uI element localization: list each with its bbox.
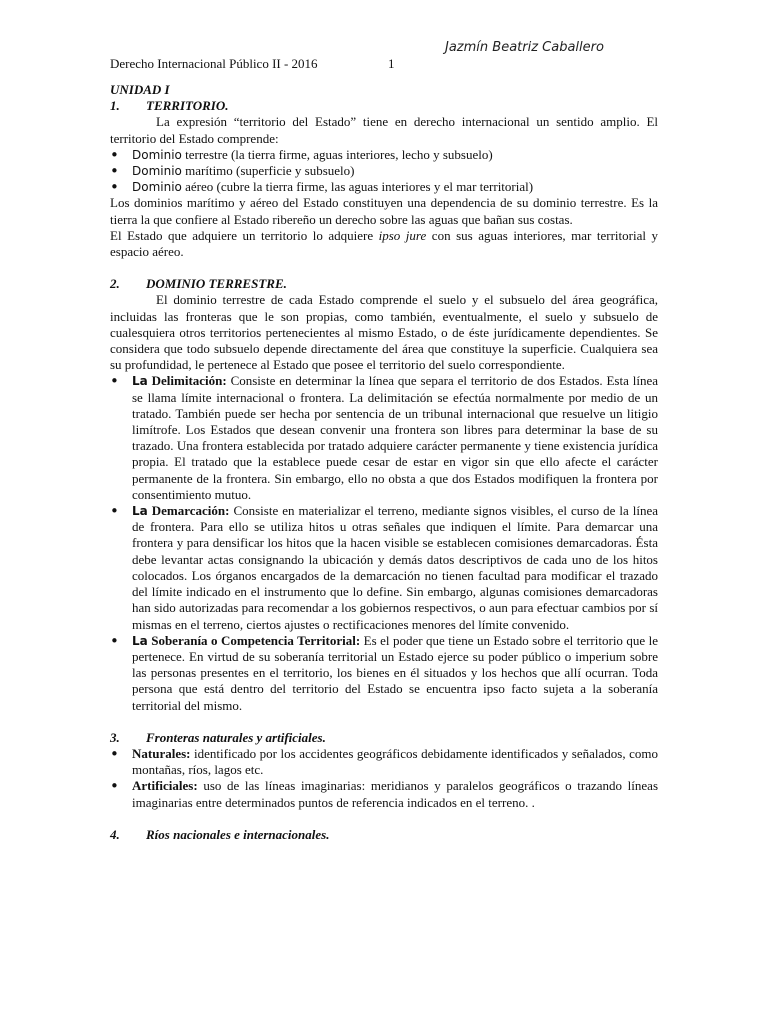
course-title: Derecho Internacional Público II - 2016 xyxy=(110,56,318,71)
item-text: identificado por los accidentes geográficos debidamente identificados y señalados, como montañas, ríos, lagos etc. xyxy=(132,745,658,778)
document-header xyxy=(110,56,658,72)
text-run-italic: ipso jure xyxy=(378,227,427,243)
section-heading-2 xyxy=(110,276,658,292)
section-heading-1 xyxy=(110,98,658,114)
item-text: uso de las líneas imaginarias: meridianos y paralelos geográficos o trazando líneas imaginarias entre determinados puntos de referencia indicados en el terreno. . xyxy=(132,778,658,810)
item-lead: Dominio xyxy=(132,164,182,179)
list-item xyxy=(110,503,658,633)
unit-title: UNIDAD I xyxy=(110,82,170,97)
item-text: Consiste en determinar la línea que separa el territorio de dos Estados. Esta línea se llama límite internacional o frontera. La delimitación se efectúa normalmente por medio de un tratado. También puede ser hecha por sentencia de un tribunal internacional que resuelve un litigio limítrofe. Los Estados que desean convenir una frontera son libres para determinar la base de su trazado. Una frontera establecida por tratado adquiere carácter permanente y tiene existencia jurídica propia. El tratado que la establece puede cesar de estar en vigor sin que ello afecte el carácter permanente de la frontera. Sin embargo, ello no obsta a que dos Estados modifiquen la frontera por consentimiento mutuo. xyxy=(132,373,659,502)
section-number: 3. xyxy=(110,729,120,745)
document-body xyxy=(110,82,658,843)
item-term: Artificiales: xyxy=(132,778,198,794)
item-text: aéreo (cubre la tierra firme, las aguas interiores y el mar territorial) xyxy=(181,179,534,195)
item-term: Naturales: xyxy=(132,745,191,761)
section-title: Ríos nacionales e internacionales. xyxy=(146,826,330,842)
section-heading-4 xyxy=(110,827,658,843)
item-text: Consiste en materializar el terreno, mediante signos visibles, el curso de la línea de frontera. Para ello se utiliza hitos u otras señales que indiquen el límite. Para demarcar una frontera y para densificar los hitos que la hacen visible se establecen comisiones demarcadoras. Ésta debe levantar actas consignando la ubicación y demás datos descriptivos de cada uno de los hitos colocados. Los órganos encargados de la demarcación no tienen facultad para modificar el trazado del límite indicado en el instrumento que lo define. Sin embargo, algunas comisiones demarcadoras han sido autorizadas para recomendar a los gobiernos respectivos, o aun para efectuar cambios por sí mismas en el terreno, ciertos ajustes o rectificaciones menores del límite convenido. xyxy=(132,503,659,632)
section-number: 4. xyxy=(110,826,120,842)
list-item xyxy=(110,179,658,195)
item-lead: Dominio xyxy=(132,180,182,195)
text-run: El Estado que adquiere un territorio lo adquiere xyxy=(110,227,379,243)
bullet-list xyxy=(110,373,658,713)
list-item xyxy=(110,147,658,163)
item-term: Soberanía o Competencia Territorial: xyxy=(151,632,361,648)
paragraph: La expresión “territorio del Estado” tiene en derecho internacional un sentido amplio. El territorio del Estado comprende: xyxy=(110,114,658,146)
item-text: marítimo (superficie y subsuelo) xyxy=(181,163,355,179)
list-item xyxy=(110,746,658,778)
bullet-list xyxy=(110,746,658,811)
item-text: Es el poder que tiene un Estado sobre el territorio que le pertenece. En virtud de su soberanía territorial un Estado ejerce su poder público o imperium sobre las personas presentes en el territorio, los bienes en él situados y los hechos que allí ocurran. Toda persona que está dentro del territorio del Estado se encuentra ipso facto sujeta a la soberanía territorial del mismo. xyxy=(132,632,658,713)
list-item xyxy=(110,373,658,503)
paragraph xyxy=(110,228,658,260)
author-name: Jazmín Beatriz Caballero xyxy=(445,40,604,55)
section-number: 2. xyxy=(110,276,120,292)
list-item xyxy=(110,163,658,179)
item-lead: La xyxy=(132,374,148,389)
item-term: Delimitación: xyxy=(151,373,227,389)
item-lead: La xyxy=(132,504,148,519)
item-text: terrestre (la tierra firme, aguas interiores, lecho y subsuelo) xyxy=(181,146,493,162)
text-run: con sus aguas interiores, mar territorial y espacio aéreo. xyxy=(110,227,658,260)
section-title: Fronteras naturales y artificiales. xyxy=(146,729,326,745)
paragraph: El dominio terrestre de cada Estado comprende el suelo y el subsuelo del área geográfica, incluidas las fronteras que le son propias, como también, eventualmente, el suelo y subsuelo de cualesquiera otros territorios pertenecientes al mismo Estado, o de éste jurídicamente dependientes. Se considera que todo subsuelo depende directamente del área que constituye la superficie. Cualquiera sea su profundidad, le pertenece al Estado que posee el territorio del suelo correspondiente. xyxy=(110,292,658,373)
item-lead: Dominio xyxy=(132,147,182,162)
item-term: Demarcación: xyxy=(151,503,230,519)
list-item xyxy=(110,633,658,714)
item-lead: La xyxy=(132,633,148,648)
section-heading-3 xyxy=(110,730,658,746)
paragraph: Los dominios marítimo y aéreo del Estado constituyen una dependencia de su dominio terrestre. Es la tierra la que confiere al Estado ribereño un derecho sobre las aguas que bañan sus costas. xyxy=(110,195,658,227)
page-number: 1 xyxy=(388,56,395,71)
section-number: 1. xyxy=(110,98,120,114)
section-title: DOMINIO TERRESTRE. xyxy=(146,276,287,292)
section-title: TERRITORIO. xyxy=(146,98,229,114)
bullet-list xyxy=(110,147,658,196)
list-item xyxy=(110,778,658,810)
